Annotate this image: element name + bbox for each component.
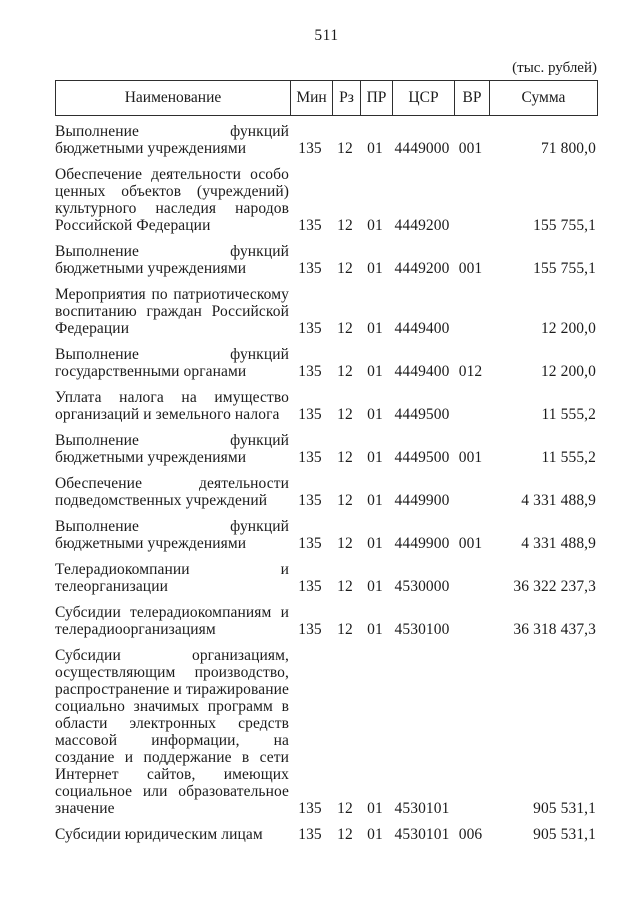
row-min-code: 135 bbox=[298, 406, 322, 423]
column-header-pr: ПР bbox=[360, 81, 392, 115]
row-rz-code: 12 bbox=[337, 800, 353, 817]
row-csr-code: 4449500 bbox=[394, 449, 450, 466]
row-min-code: 135 bbox=[298, 320, 322, 337]
table-row bbox=[55, 826, 598, 843]
row-sum-value: 4 331 488,9 bbox=[521, 535, 596, 552]
row-pr-code: 01 bbox=[367, 800, 383, 817]
row-min-code: 135 bbox=[298, 535, 322, 552]
table-body bbox=[55, 116, 598, 843]
row-min-code: 135 bbox=[298, 621, 322, 638]
row-pr-code: 01 bbox=[367, 535, 383, 552]
row-name: Выполнение функций бюджетными учреждениями bbox=[55, 123, 289, 157]
row-name: Телерадиокомпании и телеорганизации bbox=[55, 561, 289, 595]
row-min-code: 135 bbox=[298, 363, 322, 380]
column-header-rz: Рз bbox=[332, 81, 360, 115]
row-vr-code: 001 bbox=[458, 535, 483, 552]
table-row bbox=[55, 286, 598, 337]
row-rz-code: 12 bbox=[337, 492, 353, 509]
row-csr-code: 4530000 bbox=[394, 578, 450, 595]
table-row bbox=[55, 561, 598, 595]
row-csr-code: 4449200 bbox=[394, 217, 450, 234]
row-pr-code: 01 bbox=[367, 260, 383, 277]
row-min-code: 135 bbox=[298, 140, 322, 157]
table-row bbox=[55, 518, 598, 552]
row-pr-code: 01 bbox=[367, 449, 383, 466]
row-rz-code: 12 bbox=[337, 320, 353, 337]
row-csr-code: 4449200 bbox=[394, 260, 450, 277]
row-pr-code: 01 bbox=[367, 826, 383, 843]
column-header-vr: ВР bbox=[454, 81, 489, 115]
row-csr-code: 4449000 bbox=[394, 140, 450, 157]
row-pr-code: 01 bbox=[367, 363, 383, 380]
row-vr-code: 012 bbox=[458, 363, 483, 380]
row-csr-code: 4530101 bbox=[394, 800, 450, 817]
table-row bbox=[55, 389, 598, 423]
row-min-code: 135 bbox=[298, 578, 322, 595]
row-sum-value: 11 555,2 bbox=[541, 449, 596, 466]
row-sum-value: 155 755,1 bbox=[533, 260, 596, 277]
table-row bbox=[55, 123, 598, 157]
row-sum-value: 155 755,1 bbox=[533, 217, 596, 234]
row-name: Выполнение функций бюджетными учреждениями bbox=[55, 432, 289, 466]
row-rz-code: 12 bbox=[337, 406, 353, 423]
table-row bbox=[55, 647, 598, 817]
column-header-summa: Сумма bbox=[489, 81, 597, 115]
row-csr-code: 4530101 bbox=[394, 826, 450, 843]
row-vr-code: 006 bbox=[458, 826, 483, 843]
row-sum-value: 36 322 237,3 bbox=[513, 578, 596, 595]
row-rz-code: 12 bbox=[337, 621, 353, 638]
row-pr-code: 01 bbox=[367, 406, 383, 423]
row-pr-code: 01 bbox=[367, 320, 383, 337]
units-note: (тыс. рублей) bbox=[512, 60, 597, 76]
row-pr-code: 01 bbox=[367, 578, 383, 595]
row-rz-code: 12 bbox=[337, 826, 353, 843]
row-min-code: 135 bbox=[298, 492, 322, 509]
row-csr-code: 4449400 bbox=[394, 320, 450, 337]
row-sum-value: 11 555,2 bbox=[541, 406, 596, 423]
row-csr-code: 4449500 bbox=[394, 406, 450, 423]
row-sum-value: 905 531,1 bbox=[533, 826, 596, 843]
row-name: Субсидии телерадиокомпаниям и телерадиоорганизациям bbox=[55, 604, 289, 638]
row-rz-code: 12 bbox=[337, 363, 353, 380]
column-header-name: Наименование bbox=[124, 89, 222, 106]
table-row bbox=[55, 243, 598, 277]
row-pr-code: 01 bbox=[367, 217, 383, 234]
row-name: Обеспечение деятельности подведомственных учреждений bbox=[55, 475, 289, 509]
row-name: Субсидии юридическим лицам bbox=[55, 826, 263, 843]
row-csr-code: 4449400 bbox=[394, 363, 450, 380]
row-vr-code: 001 bbox=[458, 449, 483, 466]
row-rz-code: 12 bbox=[337, 578, 353, 595]
row-sum-value: 4 331 488,9 bbox=[521, 492, 596, 509]
row-rz-code: 12 bbox=[337, 260, 353, 277]
table-row bbox=[55, 346, 598, 380]
row-min-code: 135 bbox=[298, 449, 322, 466]
table-row bbox=[55, 604, 598, 638]
row-rz-code: 12 bbox=[337, 217, 353, 234]
row-sum-value: 12 200,0 bbox=[540, 320, 596, 337]
row-sum-value: 12 200,0 bbox=[540, 363, 596, 380]
row-csr-code: 4449900 bbox=[394, 492, 450, 509]
row-sum-value: 905 531,1 bbox=[533, 800, 596, 817]
row-rz-code: 12 bbox=[337, 140, 353, 157]
row-pr-code: 01 bbox=[367, 492, 383, 509]
row-min-code: 135 bbox=[298, 800, 322, 817]
row-name: Выполнение функций государственными органами bbox=[55, 346, 289, 380]
row-min-code: 135 bbox=[298, 260, 322, 277]
row-sum-value: 71 800,0 bbox=[540, 140, 596, 157]
table-row bbox=[55, 475, 598, 509]
column-header-csr: ЦСР bbox=[392, 81, 454, 115]
row-min-code: 135 bbox=[298, 826, 322, 843]
row-pr-code: 01 bbox=[367, 140, 383, 157]
row-min-code: 135 bbox=[298, 217, 322, 234]
row-vr-code: 001 bbox=[458, 140, 483, 157]
row-rz-code: 12 bbox=[337, 535, 353, 552]
row-rz-code: 12 bbox=[337, 449, 353, 466]
row-name: Мероприятия по патриотическому воспитанию граждан Российской Федерации bbox=[55, 286, 289, 337]
row-name: Субсидии организациям, осуществляющим производство, распространение и тиражирование социально значимых программ в области электронных средств массовой информации, на создание и поддержание в сети Интернет сайтов, имеющих социальное или образовательное значение bbox=[55, 647, 289, 817]
row-name: Выполнение функций бюджетными учреждениями bbox=[55, 243, 289, 277]
table-header-row bbox=[55, 80, 598, 116]
row-csr-code: 4449900 bbox=[394, 535, 450, 552]
row-name: Обеспечение деятельности особо ценных объектов (учреждений) культурного наследия народов Российской Федерации bbox=[55, 166, 289, 234]
column-header-min: Мин bbox=[290, 81, 332, 115]
table-row bbox=[55, 166, 598, 234]
row-pr-code: 01 bbox=[367, 621, 383, 638]
page-content bbox=[55, 0, 598, 843]
row-name: Уплата налога на имущество организаций и земельного налога bbox=[55, 389, 289, 423]
table-row bbox=[55, 432, 598, 466]
row-sum-value: 36 318 437,3 bbox=[513, 621, 596, 638]
page-number: 511 bbox=[314, 27, 339, 44]
row-vr-code: 001 bbox=[458, 260, 483, 277]
row-name: Выполнение функций бюджетными учреждениями bbox=[55, 518, 289, 552]
row-csr-code: 4530100 bbox=[394, 621, 450, 638]
